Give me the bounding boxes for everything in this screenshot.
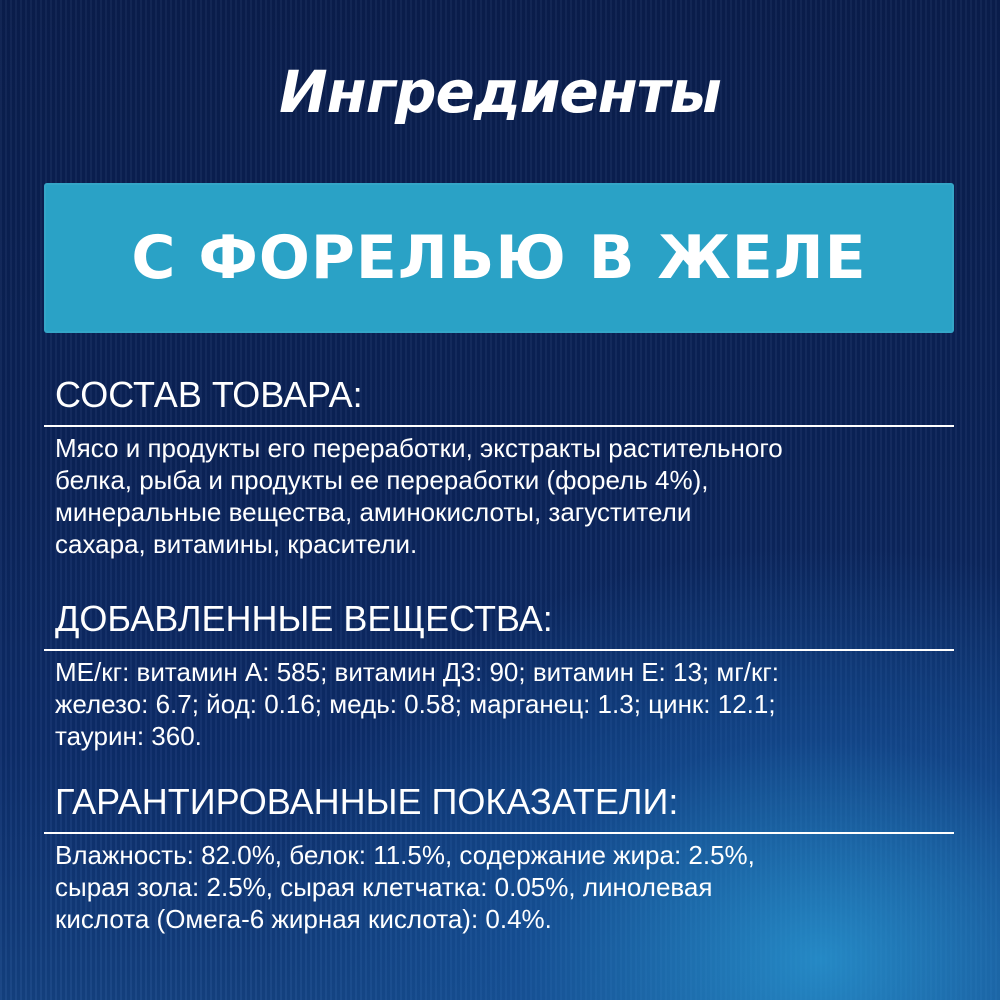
composition-divider — [44, 425, 954, 427]
composition-heading: СОСТАВ ТОВАРА: — [55, 374, 363, 415]
additives-line: таурин: 360. — [55, 721, 202, 751]
additives-text — [55, 656, 955, 752]
additives-line: железо: 6.7; йод: 0.16; медь: 0.58; марганец: 1.3; цинк: 12.1; — [55, 689, 776, 719]
guaranteed-line: сырая зола: 2.5%, сырая клетчатка: 0.05%, линолевая — [55, 872, 713, 902]
additives-line: МЕ/кг: витамин А: 585; витамин Д3: 90; витамин Е: 13; мг/кг: — [55, 657, 780, 687]
guaranteed-text — [55, 839, 955, 935]
page-title: Ингредиенты — [279, 58, 721, 126]
composition-text — [55, 432, 955, 560]
guaranteed-line: Влажность: 82.0%, белок: 11.5%, содержание жира: 2.5%, — [55, 840, 755, 870]
additives-heading: ДОБАВЛЕННЫЕ ВЕЩЕСТВА: — [55, 598, 553, 639]
guaranteed-line: кислота (Омега-6 жирная кислота): 0.4%. — [55, 904, 552, 934]
variant-banner — [44, 183, 954, 333]
composition-line: сахара, витамины, красители. — [55, 529, 418, 559]
guaranteed-heading: ГАРАНТИРОВАННЫЕ ПОКАЗАТЕЛИ: — [55, 781, 679, 822]
composition-line: Мясо и продукты его переработки, экстракты растительного — [55, 433, 783, 463]
composition-line: белка, рыба и продукты ее переработки (форель 4%), — [55, 465, 709, 495]
additives-divider — [44, 649, 954, 651]
guaranteed-divider — [44, 832, 954, 834]
composition-line: минеральные вещества, аминокислоты, загустители — [55, 497, 692, 527]
variant-banner-label: С ФОРЕЛЬЮ В ЖЕЛЕ — [131, 223, 867, 293]
